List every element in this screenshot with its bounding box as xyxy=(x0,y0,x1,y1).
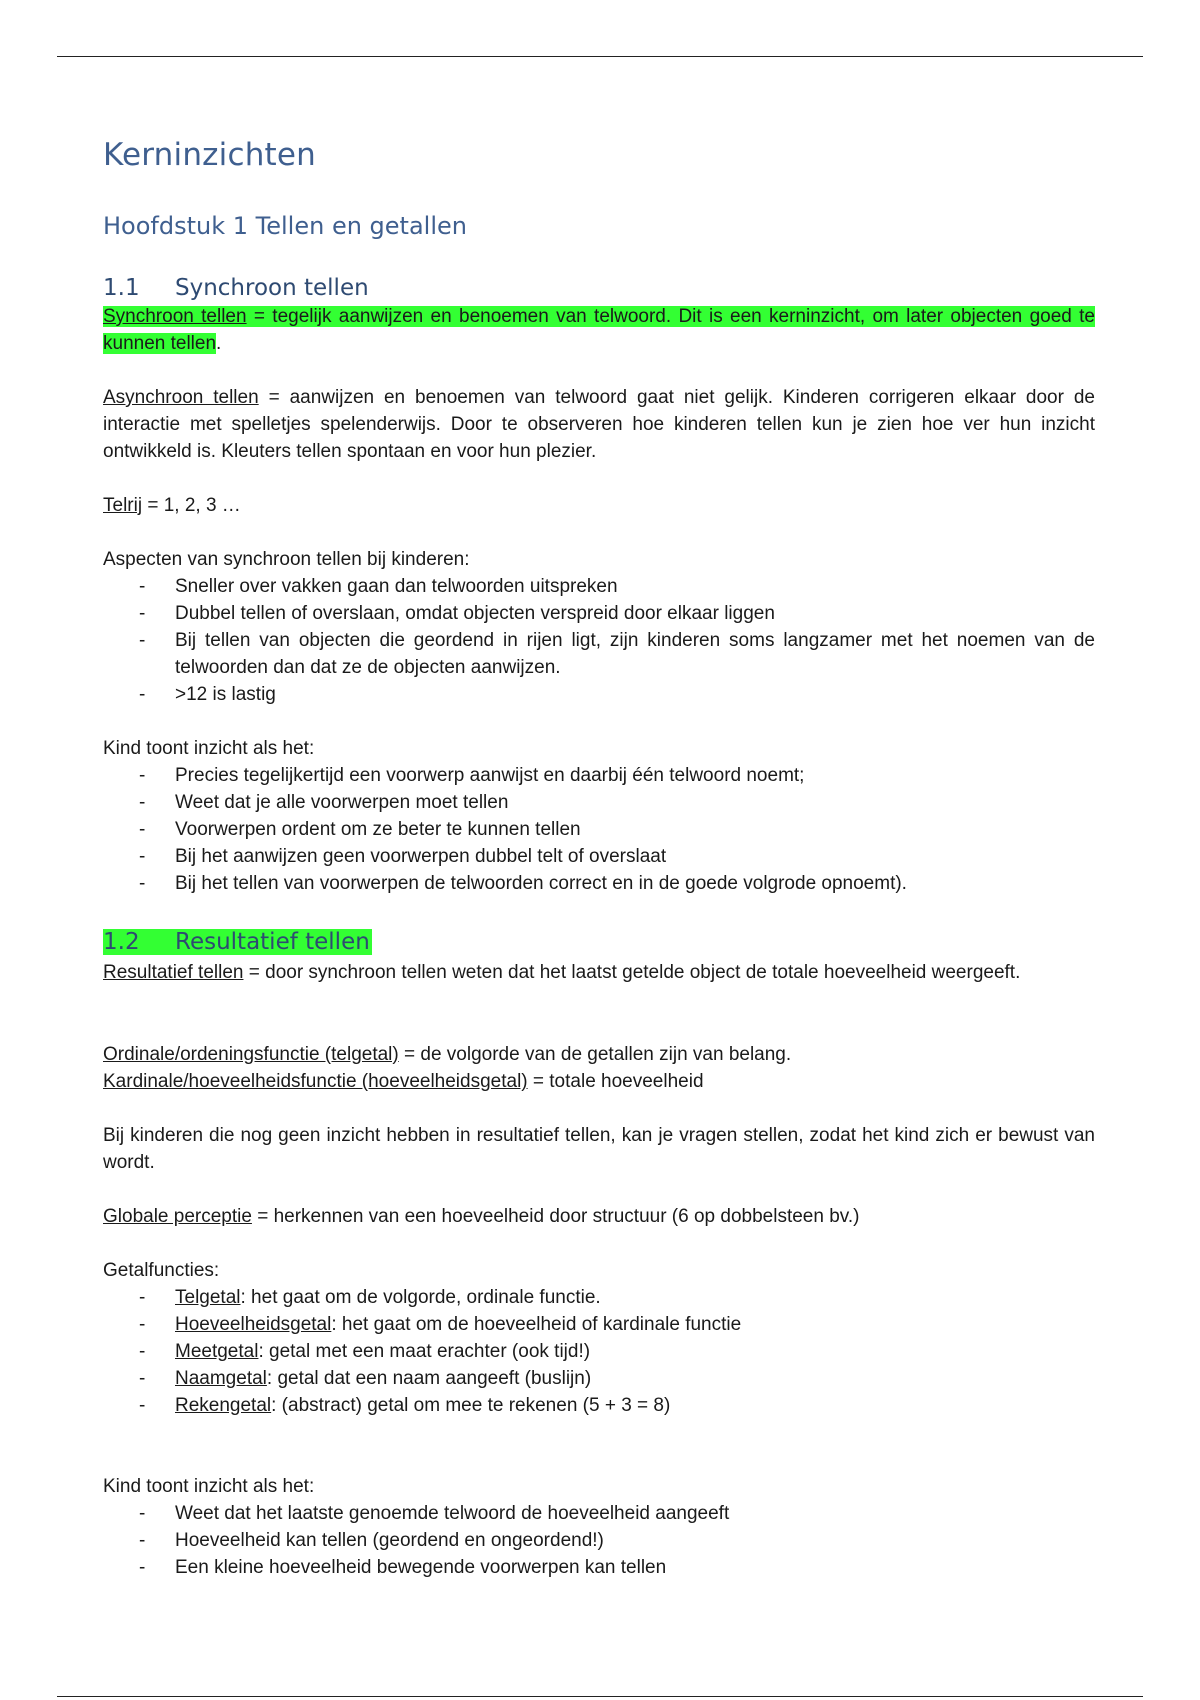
telrij-paragraph xyxy=(103,492,1095,519)
list-item xyxy=(103,1338,1095,1365)
insight-intro-2: Kind toont inzicht als het: xyxy=(103,1476,315,1497)
insights-list-1 xyxy=(103,762,1095,897)
cardinal-paragraph xyxy=(103,1068,1095,1095)
definition-text: = tegelijk aanwijzen en benoemen van telwoord. Dit is een kerninzicht, om later objecten goed te kunnen tellen xyxy=(103,306,1095,354)
global-text: = herkennen van een hoeveelheid door structuur (6 op dobbelsteen bv.) xyxy=(251,1206,860,1227)
synchroon-definition xyxy=(103,303,1095,357)
chapter-heading: Hoofdstuk 1 Tellen en getallen xyxy=(103,212,467,240)
section-title: Synchroon tellen xyxy=(175,275,369,301)
ordinal-text: = de volgorde van de getallen zijn van belang. xyxy=(398,1044,792,1065)
document-title: Kerninzichten xyxy=(103,137,317,173)
list-item: - Bij het aanwijzen geen voorwerpen dubbel telt of overslaat xyxy=(103,843,1095,870)
definition-text: = door synchroon tellen weten dat het laatst getelde object de totale hoeveelheid weergeeft. xyxy=(243,962,1021,983)
section-heading-1-2 xyxy=(103,929,372,955)
section-heading-1-1 xyxy=(103,275,369,301)
telrij-text: = 1, 2, 3 … xyxy=(142,495,241,516)
section-title: Resultatief tellen xyxy=(175,929,370,955)
list-item: - Voorwerpen ordent om ze beter te kunnen tellen xyxy=(103,816,1095,843)
function-text: : getal met een maat erachter (ook tijd!) xyxy=(258,1341,591,1362)
list-item xyxy=(103,1392,1095,1419)
footer-rule xyxy=(57,1696,1143,1697)
function-text: : het gaat om de hoeveelheid of kardinale functie xyxy=(331,1314,742,1335)
list-item: - Sneller over vakken gaan dan telwoorden uitspreken xyxy=(103,573,1095,600)
term-rekengetal: Rekengetal xyxy=(175,1395,272,1416)
term-asynchroon-tellen: Asynchroon tellen xyxy=(103,387,259,408)
definition-end: . xyxy=(216,333,222,354)
asynchroon-text: = aanwijzen en benoemen van telwoord gaat niet gelijk. Kinderen corrigeren elkaar door de interactie met spelletjes spelenderwijs. Door te observeren hoe kinderen tellen kun je zien hoe ver hun inzicht ontwikkeld is. Kleuters tellen spontaan en voor hun plezier. xyxy=(103,387,1095,462)
list-item: - Precies tegelijkertijd een voorwerp aanwijst en daarbij één telwoord noemt; xyxy=(103,762,1095,789)
term-synchroon-tellen: Synchroon tellen xyxy=(103,306,247,327)
function-text: : (abstract) getal om mee te rekenen (5 + 3 = 8) xyxy=(271,1395,671,1416)
term-kardinale: Kardinale/hoeveelheidsfunctie (hoeveelheidsgetal) xyxy=(103,1071,528,1092)
term-globale-perceptie: Globale perceptie xyxy=(103,1206,252,1227)
term-telrij: Telrij xyxy=(103,495,143,516)
cardinal-text: = totale hoeveelheid xyxy=(527,1071,704,1092)
list-item: - Hoeveelheid kan tellen (geordend en ongeordend!) xyxy=(103,1527,1095,1554)
resultatief-definition xyxy=(103,959,1095,986)
list-item xyxy=(103,1365,1095,1392)
list-item: - Bij tellen van objecten die geordend in rijen ligt, zijn kinderen soms langzamer met het noemen van de telwoorden dan dat ze de objecten aanwijzen. xyxy=(103,627,1095,681)
list-item xyxy=(103,1311,1095,1338)
aspects-intro: Aspecten van synchroon tellen bij kinderen: xyxy=(103,549,470,570)
insight-intro-1: Kind toont inzicht als het: xyxy=(103,738,315,759)
term-telgetal: Telgetal xyxy=(175,1287,241,1308)
functions-intro: Getalfuncties: xyxy=(103,1260,220,1281)
section-number: 1.2 xyxy=(103,929,140,955)
list-item: - Een kleine hoeveelheid bewegende voorwerpen kan tellen xyxy=(103,1554,1095,1581)
list-item: - Weet dat het laatste genoemde telwoord de hoeveelheid aangeeft xyxy=(103,1500,1095,1527)
aspects-list xyxy=(103,573,1095,708)
term-resultatief-tellen: Resultatief tellen xyxy=(103,962,244,983)
insights-list-2 xyxy=(103,1500,1095,1581)
questions-paragraph: Bij kinderen die nog geen inzicht hebben in resultatief tellen, kan je vragen stellen, zodat het kind zich er bewust van wordt. xyxy=(103,1125,1095,1173)
term-hoeveelheidsgetal: Hoeveelheidsgetal xyxy=(175,1314,332,1335)
asynchroon-paragraph xyxy=(103,384,1095,465)
list-item: - Weet dat je alle voorwerpen moet tellen xyxy=(103,789,1095,816)
ordinal-paragraph xyxy=(103,1041,1095,1068)
global-perception-paragraph xyxy=(103,1203,1095,1230)
list-item: - Dubbel tellen of overslaan, omdat objecten verspreid door elkaar liggen xyxy=(103,600,1095,627)
term-meetgetal: Meetgetal xyxy=(175,1341,259,1362)
list-item: - >12 is lastig xyxy=(103,681,1095,708)
section-number: 1.1 xyxy=(103,275,140,301)
list-item xyxy=(103,1284,1095,1311)
header-rule xyxy=(57,56,1143,57)
list-item: - Bij het tellen van voorwerpen de telwoorden correct en in de goede volgrode opnoemt). xyxy=(103,870,1095,897)
functions-list xyxy=(103,1284,1095,1419)
term-naamgetal: Naamgetal xyxy=(175,1368,267,1389)
function-text: : getal dat een naam aangeeft (buslijn) xyxy=(266,1368,592,1389)
function-text: : het gaat om de volgorde, ordinale functie. xyxy=(240,1287,601,1308)
term-ordinale: Ordinale/ordeningsfunctie (telgetal) xyxy=(103,1044,399,1065)
